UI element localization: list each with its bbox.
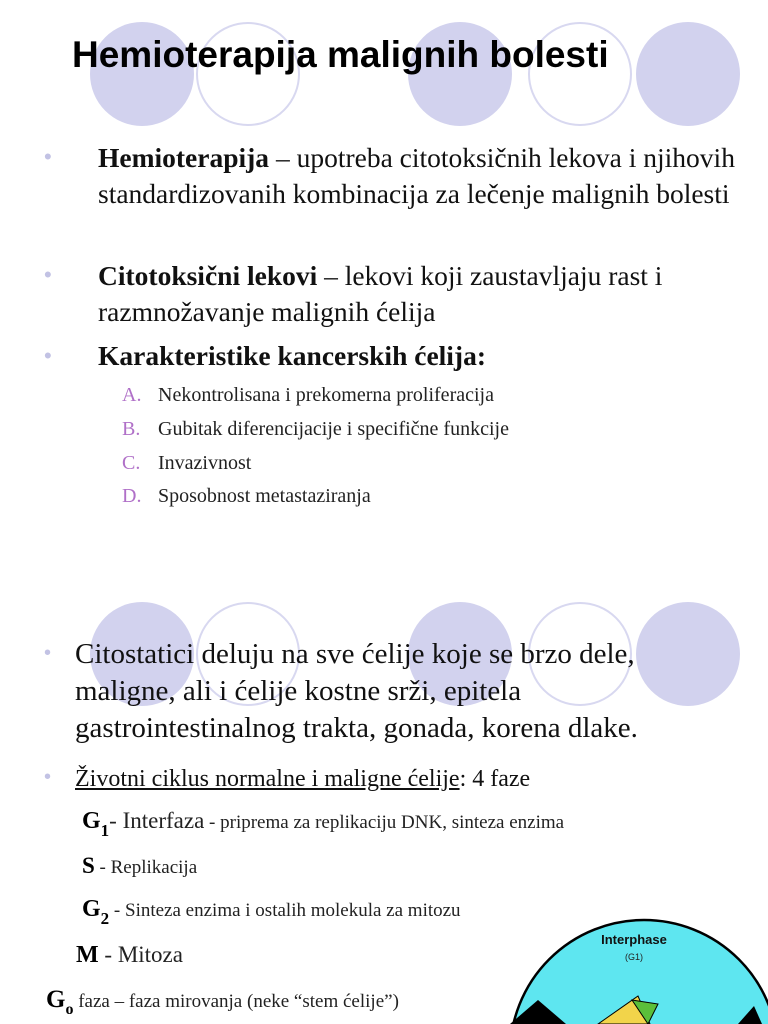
decor-circle — [636, 602, 740, 706]
list-letter: C. — [122, 452, 141, 474]
phase-desc: - priprema za replikaciju DNK, sinteza enzima — [204, 812, 565, 833]
bullet-icon: • — [44, 766, 52, 788]
phase-desc: - Replikacija — [94, 857, 198, 878]
bullet-icon: • — [44, 642, 52, 664]
list-letter: B. — [122, 418, 141, 440]
phase-desc: faza – faza mirovanja (neke “stem ćelije”) — [73, 991, 399, 1012]
phase-subscript: 2 — [100, 909, 110, 928]
term-hemioterapija: Hemioterapija — [98, 142, 270, 173]
list-text: Invazivnost — [158, 452, 252, 474]
bullet-icon: • — [44, 144, 52, 169]
bullet-citostatici-line-1: Citostatici deluju na sve ćelije koje se brzo dele, — [75, 638, 635, 670]
phase-code: M — [76, 942, 99, 968]
list-letter: D. — [122, 485, 142, 507]
phase-subscript: 1 — [100, 821, 110, 840]
decor-circle — [636, 22, 740, 126]
list-item-b — [122, 412, 509, 446]
phase-desc: - Sinteza enzima i ostalih molekula za mitozu — [109, 900, 461, 921]
bullet-citostatici-line-3: gastrointestinalnog trakta, gonada, korena dlake. — [75, 712, 638, 744]
phase-code: G — [46, 986, 66, 1013]
phase-subscript: o — [65, 1001, 74, 1018]
phase-g0 — [46, 986, 399, 1018]
bullet-citostatici-line-2: maligne, ali i ćelije kostne srži, epitela — [75, 675, 522, 707]
slide-title: Hemioterapija malignih bolesti — [72, 34, 609, 75]
list-item-c — [122, 446, 251, 480]
phase-s — [82, 853, 197, 879]
term-karakteristike: Karakteristike kancerskih ćelija: — [98, 340, 486, 371]
list-text: Nekontrolisana i prekomerna proliferacija — [158, 384, 494, 406]
zivotni-ciklus-heading: Životni ciklus normalne i maligne ćelije — [75, 766, 460, 792]
bullet-citotoksicni — [98, 258, 738, 330]
term-citotoksicni: Citotoksični lekovi — [98, 260, 318, 291]
bullet-hemioterapija — [98, 140, 738, 212]
zivotni-ciklus-count: : 4 faze — [459, 766, 531, 792]
diagram-sublabel: (G1) — [625, 952, 643, 962]
phase-name: - Mitoza — [98, 942, 183, 967]
bullet-icon: • — [44, 262, 52, 287]
list-text: Gubitak diferencijacije i specifične funkcije — [158, 418, 509, 440]
cell-cycle-diagram — [508, 882, 768, 1024]
list-text: Sposobnost metastaziranja — [158, 485, 371, 507]
bullet-icon: • — [44, 343, 52, 368]
diagram-label: Interphase — [601, 932, 667, 947]
bullet-karakteristike — [98, 338, 738, 374]
phase-name: - Interfaza — [109, 808, 205, 833]
definition-hemioterapija: – upotreba citotoksičnih lekova i njihovih standardizovanih kombinacija za lečenje malignih bolesti — [98, 142, 735, 209]
bullet-zivotni-ciklus — [75, 762, 530, 796]
phase-code: S — [82, 853, 95, 878]
cell-cycle-svg — [508, 882, 768, 1024]
list-item-a — [122, 378, 494, 412]
list-letter: A. — [122, 384, 142, 406]
phase-code: G — [82, 808, 101, 834]
phase-g2 — [82, 896, 461, 928]
list-item-d — [122, 479, 371, 512]
definition-citotoksicni: – lekovi koji zaustavljaju rast i razmnožavanje malignih ćelija — [98, 260, 663, 327]
phase-code: G — [82, 896, 101, 922]
phase-m — [76, 942, 183, 969]
phase-g1 — [82, 808, 565, 840]
